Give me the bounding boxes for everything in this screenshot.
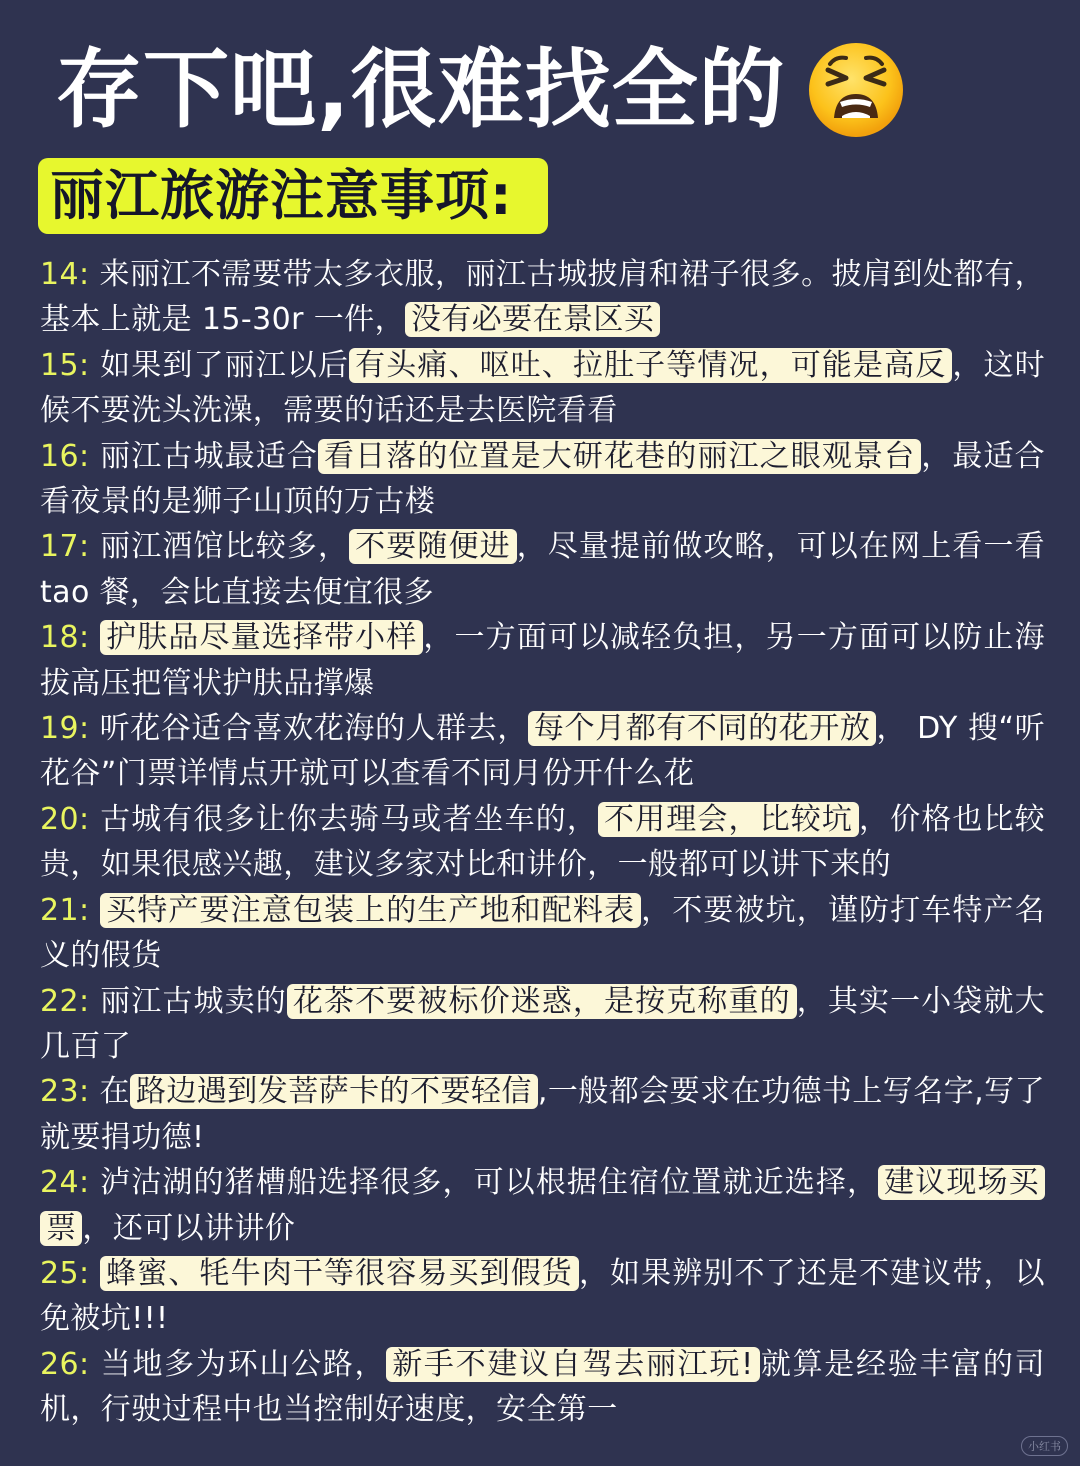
tip-number: 24:	[40, 1165, 90, 1201]
tip-text: ，尽量提前做攻略，可以在网上看一看 tao 餐，会比直接去便宜很多	[40, 529, 1045, 610]
tip-text: ，还可以讲讲价	[82, 1210, 296, 1246]
tip-item	[40, 1160, 1045, 1251]
tip-highlight: 路边遇到发菩萨卡的不要轻信	[130, 1074, 538, 1109]
tip-highlight: 不要随便进	[349, 529, 517, 564]
page-subtitle: 丽江旅游注意事项:	[50, 164, 513, 227]
tip-highlight: 每个月都有不同的花开放	[528, 711, 877, 746]
tired-face-emoji-icon	[806, 40, 906, 140]
tip-number: 22:	[40, 983, 90, 1019]
tip-number: 26:	[40, 1346, 90, 1382]
tip-text: 在	[99, 1074, 130, 1110]
tip-item	[40, 1251, 1045, 1342]
tip-item	[40, 706, 1045, 797]
tip-text: 当地多为环山公路，	[100, 1346, 387, 1382]
tip-highlight: 没有必要在景区买	[405, 302, 660, 337]
tip-text: ， DY 搜“听花谷”门票详情点开就可以查看不同月份开什么花	[40, 711, 1045, 792]
tip-item	[40, 888, 1045, 979]
tip-item	[40, 343, 1045, 434]
tip-text: 丽江古城最适合	[100, 438, 318, 474]
tip-text: ，其实一小袋就大几百了	[40, 983, 1045, 1064]
tip-item	[40, 1069, 1045, 1160]
tip-item	[40, 615, 1045, 706]
tip-highlight: 有头痛、呕吐、拉肚子等情况，可能是高反	[349, 348, 952, 383]
tip-text: 如果到了丽江以后	[100, 347, 350, 383]
tip-text: ，这时候不要洗头洗澡，需要的话还是去医院看看	[40, 347, 1045, 429]
tip-text: ，最适合看夜景的是狮子山顶的万古楼	[40, 438, 1045, 520]
tip-text: 古城有很多让你去骑马或者坐车的，	[100, 801, 599, 837]
tip-number: 20:	[40, 801, 90, 837]
tip-highlight: 建议现场买票	[40, 1165, 1045, 1245]
tip-highlight: 新手不建议自驾去丽江玩!	[386, 1347, 759, 1382]
tip-text: 就算是经验丰富的司机，行驶过程中也当控制好速度，安全第一	[40, 1346, 1046, 1428]
tip-number: 14:	[40, 257, 90, 292]
tip-text: 丽江酒馆比较多，	[100, 529, 350, 565]
tip-text: 听花谷适合喜欢花海的人群去，	[99, 711, 528, 747]
tip-text: 来丽江不需要带太多衣服，丽江古城披肩和裙子很多。披肩到处都有，基本上就是 15-30r 一件，	[40, 257, 1045, 338]
tip-number: 21:	[40, 892, 90, 928]
tip-number: 17:	[40, 529, 90, 565]
tip-text: ，价格也比较贵，如果很感兴趣，建议多家对比和讲价，一般都可以讲下来的	[40, 801, 1045, 883]
tip-number: 23:	[40, 1074, 90, 1110]
tip-highlight: 看日落的位置是大研花巷的丽江之眼观景台	[318, 439, 921, 474]
tip-number: 18:	[40, 620, 90, 656]
tip-item	[40, 797, 1045, 888]
tip-highlight: 护肤品尽量选择带小样	[100, 620, 423, 655]
tip-text: ，如果辨别不了还是不建议带，以免被坑!!!	[40, 1255, 1046, 1337]
tip-text: ，一方面可以减轻负担，另一方面可以防止海拔高压把管状护肤品撑爆	[40, 620, 1046, 701]
page-title: 存下吧,很难找全的	[56, 40, 786, 140]
tip-text: ，不要被坑，谨防打车特产名义的假货	[40, 892, 1045, 974]
tip-text: 泸沽湖的猪槽船选择很多，可以根据住宿位置就近选择，	[100, 1165, 879, 1201]
tip-highlight: 买特产要注意包装上的生产地和配料表	[100, 893, 641, 928]
tip-item	[40, 979, 1045, 1070]
tip-number: 19:	[40, 711, 90, 747]
tip-item	[40, 434, 1045, 525]
tip-number: 16:	[40, 438, 90, 474]
tip-item	[40, 1342, 1045, 1433]
tip-highlight: 不用理会，比较坑	[598, 802, 859, 837]
title-row	[56, 30, 906, 150]
tip-text: ,一般都会要求在功德书上写名字,写了就要捐功德!	[40, 1074, 1045, 1155]
watermark: 小红书	[1021, 1436, 1068, 1456]
tip-item	[40, 524, 1045, 615]
tip-highlight: 花茶不要被标价迷惑，是按克称重的	[287, 984, 797, 1019]
tips-list	[40, 252, 1045, 1433]
tip-number: 25:	[40, 1255, 90, 1291]
tip-highlight: 蜂蜜、牦牛肉干等很容易买到假货	[100, 1256, 579, 1291]
tip-number: 15:	[40, 347, 90, 383]
tip-text: 丽江古城卖的	[100, 983, 287, 1019]
tip-item	[40, 252, 1045, 343]
